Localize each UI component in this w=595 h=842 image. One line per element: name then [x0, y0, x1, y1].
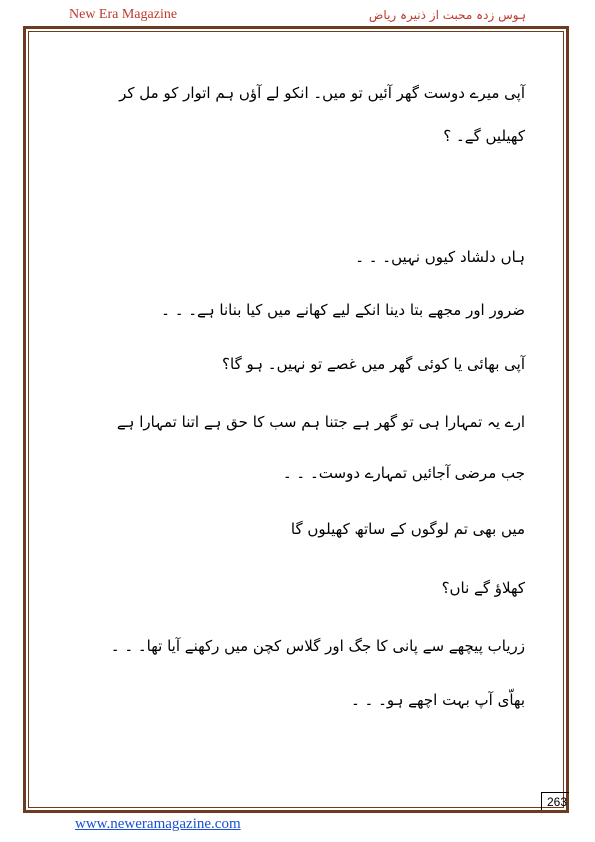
- novel-title: ہوس زدہ محبت از ذنیرہ ریاض: [368, 8, 526, 22]
- text-line: ارے یہ تمہارا ہی تو گھر ہے جتنا ہم سب کا حق ہے اتنا تمہارا ہے: [116, 413, 525, 431]
- text-line: کھلاؤ گے ناں؟: [441, 579, 525, 597]
- text-line: آپی بھائی یا کوئی گھر میں غصے تو نہیں۔ ہو گا؟: [222, 355, 525, 373]
- text-line: میں بھی تم لوگوں کے ساتھ کھیلوں گا: [290, 520, 525, 538]
- page-number: 263: [541, 792, 569, 810]
- website-link[interactable]: www.neweramagazine.com: [75, 816, 241, 832]
- text-line: ہاں دلشاد کیوں نہیں۔ ۔ ۔: [355, 248, 525, 266]
- text-line: جب مرضی آجائیں تمہارے دوست۔ ۔ ۔: [282, 464, 525, 482]
- text-line: زریاب پیچھے سے پانی کا جگ اور گلاس کچن میں رکھنے آیا تھا۔ ۔ ۔: [110, 637, 525, 655]
- text-line: بھاّی آپ بہت اچھے ہو۔ ۔ ۔: [350, 691, 525, 709]
- magazine-name: New Era Magazine: [69, 7, 178, 22]
- text-line: آپی میرے دوست گھر آئیں تو میں۔ انکو لے آؤں ہم اتوار کو مل کر: [119, 84, 525, 102]
- text-line: کھیلیں گے۔ ؟: [443, 127, 525, 145]
- text-line: ضرور اور مجھے بتا دینا انکے لیے کھانے میں کیا بنانا ہے۔ ۔ ۔: [161, 301, 525, 319]
